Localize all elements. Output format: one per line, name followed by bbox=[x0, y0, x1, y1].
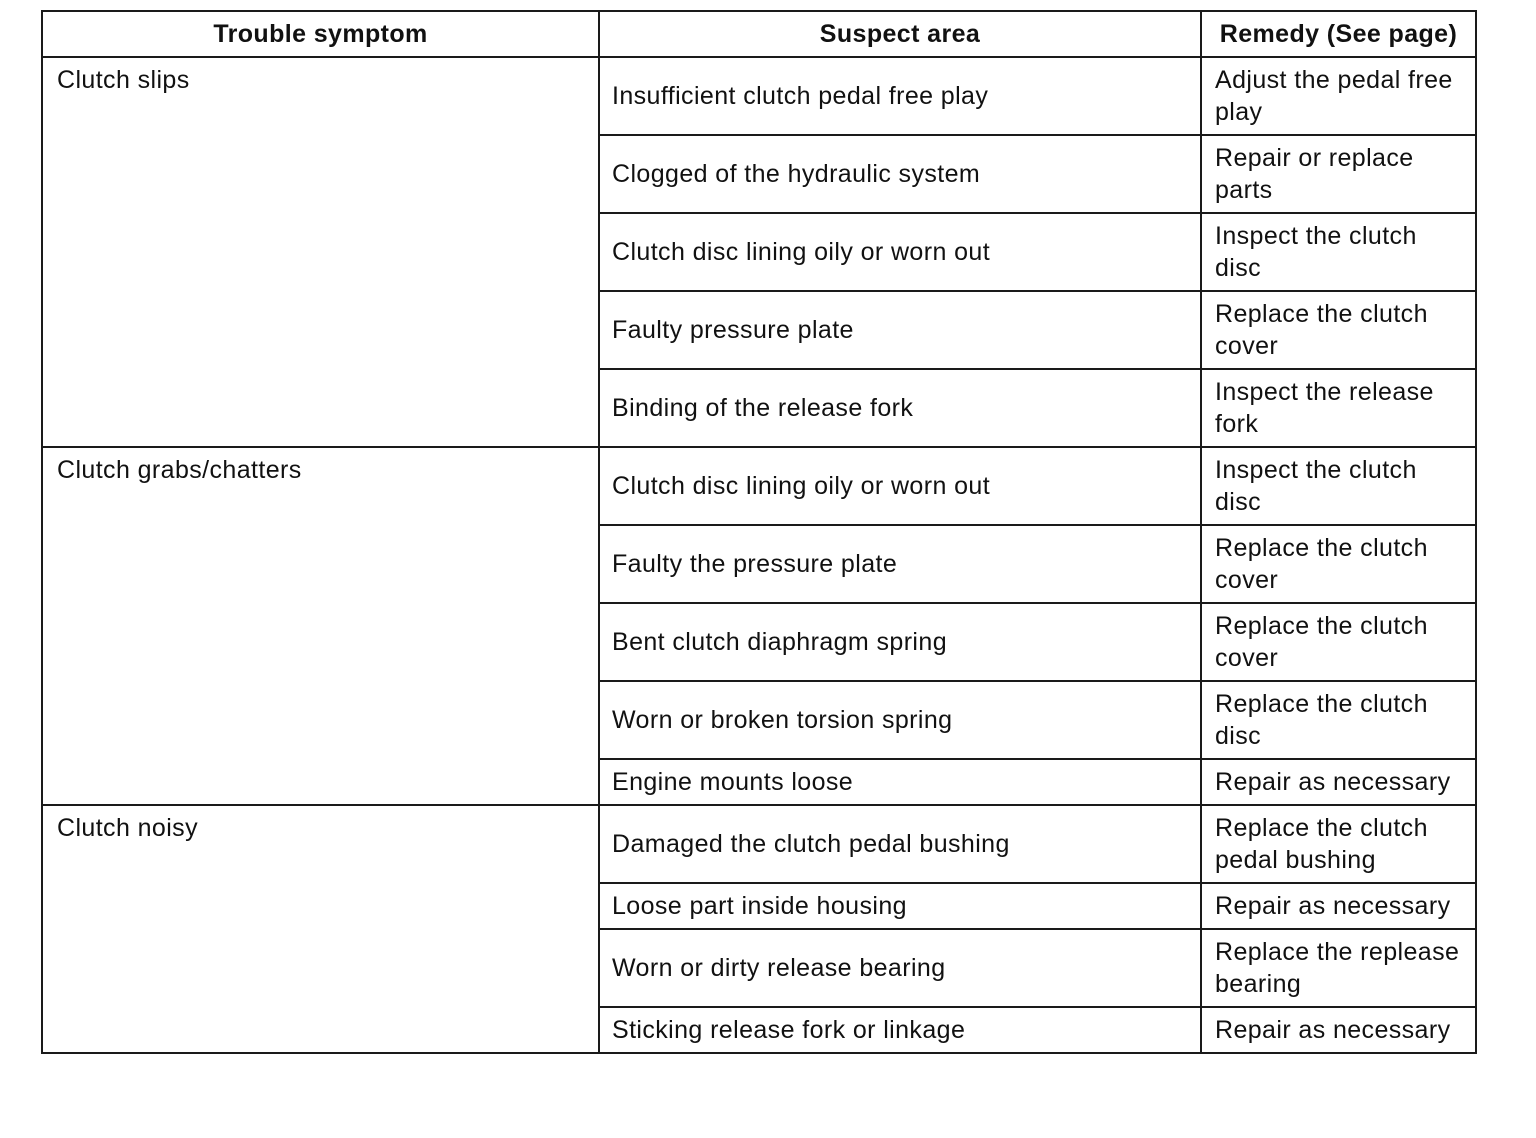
suspect-area-cell: Damaged the clutch pedal bushing bbox=[599, 805, 1201, 883]
remedy-cell: Inspect the clutch disc bbox=[1201, 213, 1476, 291]
suspect-area-cell: Clogged of the hydraulic system bbox=[599, 135, 1201, 213]
symptom-cell-clutch-grabs-chatters: Clutch grabs/chatters bbox=[42, 447, 599, 805]
suspect-area-cell: Clutch disc lining oily or worn out bbox=[599, 447, 1201, 525]
remedy-cell: Adjust the pedal free play bbox=[1201, 57, 1476, 135]
symptom-cell-clutch-noisy: Clutch noisy bbox=[42, 805, 599, 1053]
remedy-cell: Inspect the release fork bbox=[1201, 369, 1476, 447]
suspect-area-cell: Binding of the release fork bbox=[599, 369, 1201, 447]
header-suspect-area: Suspect area bbox=[599, 11, 1201, 57]
suspect-area-cell: Bent clutch diaphragm spring bbox=[599, 603, 1201, 681]
remedy-cell: Replace the clutch cover bbox=[1201, 291, 1476, 369]
header-trouble-symptom: Trouble symptom bbox=[42, 11, 599, 57]
table-row bbox=[42, 447, 1476, 525]
remedy-cell: Replace the clutch disc bbox=[1201, 681, 1476, 759]
remedy-cell: Repair as necessary bbox=[1201, 883, 1476, 929]
table-header-row bbox=[42, 11, 1476, 57]
remedy-cell: Inspect the clutch disc bbox=[1201, 447, 1476, 525]
header-remedy: Remedy (See page) bbox=[1201, 11, 1476, 57]
table-row bbox=[42, 57, 1476, 135]
suspect-area-cell: Insufficient clutch pedal free play bbox=[599, 57, 1201, 135]
suspect-area-cell: Engine mounts loose bbox=[599, 759, 1201, 805]
suspect-area-cell: Worn or broken torsion spring bbox=[599, 681, 1201, 759]
suspect-area-cell: Faulty pressure plate bbox=[599, 291, 1201, 369]
remedy-cell: Repair or replace parts bbox=[1201, 135, 1476, 213]
remedy-cell: Replace the replease bearing bbox=[1201, 929, 1476, 1007]
table-row bbox=[42, 805, 1476, 883]
remedy-cell: Repair as necessary bbox=[1201, 759, 1476, 805]
remedy-cell: Repair as necessary bbox=[1201, 1007, 1476, 1053]
troubleshooting-table bbox=[41, 10, 1477, 1054]
suspect-area-cell: Loose part inside housing bbox=[599, 883, 1201, 929]
suspect-area-cell: Clutch disc lining oily or worn out bbox=[599, 213, 1201, 291]
suspect-area-cell: Worn or dirty release bearing bbox=[599, 929, 1201, 1007]
remedy-cell: Replace the clutch cover bbox=[1201, 603, 1476, 681]
remedy-cell: Replace the clutch pedal bushing bbox=[1201, 805, 1476, 883]
remedy-cell: Replace the clutch cover bbox=[1201, 525, 1476, 603]
suspect-area-cell: Faulty the pressure plate bbox=[599, 525, 1201, 603]
symptom-cell-clutch-slips: Clutch slips bbox=[42, 57, 599, 447]
suspect-area-cell: Sticking release fork or linkage bbox=[599, 1007, 1201, 1053]
